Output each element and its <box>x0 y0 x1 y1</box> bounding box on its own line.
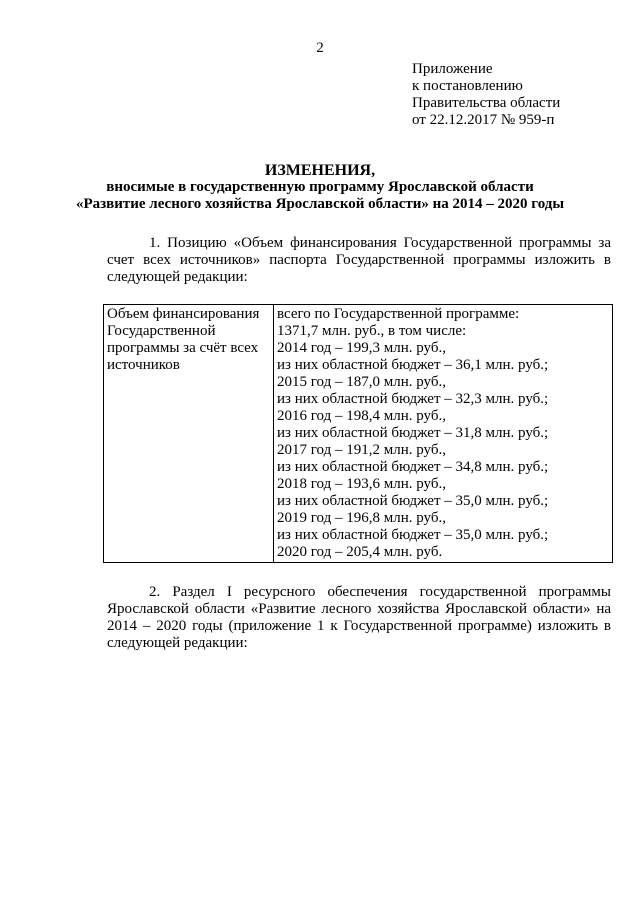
table-row <box>104 305 613 563</box>
paragraph-1: 1. Позицию «Объем финансирования Государственной программы за счет всех источников» паспорта Государственной программы изложить в следующей редакции: <box>107 235 611 285</box>
funding-line: 2016 год – 198,4 млн. руб., <box>277 408 446 424</box>
table-value-cell <box>274 305 613 563</box>
funding-line: из них областной бюджет – 35,0 млн. руб.; <box>277 527 549 543</box>
funding-line: из них областной бюджет – 34,8 млн. руб.; <box>277 459 549 475</box>
funding-line: 2014 год – 199,3 млн. руб., <box>277 340 446 356</box>
funding-line: 2018 год – 193,6 млн. руб., <box>277 476 446 492</box>
funding-line: всего по Государственной программе: <box>277 306 520 322</box>
funding-line: 1371,7 млн. руб., в том числе: <box>277 323 467 339</box>
heading-title: ИЗМЕНЕНИЯ, <box>264 162 376 179</box>
funding-line: 2017 год – 191,2 млн. руб., <box>277 442 446 458</box>
document-heading <box>0 162 640 213</box>
appendix-line: Приложение <box>412 61 493 77</box>
appendix-line: к постановлению <box>412 78 523 94</box>
heading-subtitle: «Развитие лесного хозяйства Ярославской области» на 2014 – 2020 годы <box>75 196 565 212</box>
funding-line: из них областной бюджет – 35,0 млн. руб.; <box>277 493 549 509</box>
funding-line: из них областной бюджет – 32,3 млн. руб.; <box>277 391 549 407</box>
funding-line: 2019 год – 196,8 млн. руб., <box>277 510 446 526</box>
table-label-cell: Объем финансирования Государственной программы за счёт всех источников <box>104 305 274 563</box>
page-number: 2 <box>316 40 324 56</box>
funding-line: 2015 год – 187,0 млн. руб., <box>277 374 446 390</box>
funding-table <box>103 304 613 563</box>
appendix-line: от 22.12.2017 № 959-п <box>412 112 555 128</box>
funding-line: 2020 год – 205,4 млн. руб. <box>277 544 443 560</box>
funding-line: из них областной бюджет – 36,1 млн. руб.; <box>277 357 549 373</box>
paragraph-2: 2. Раздел I ресурсного обеспечения государственной программы Ярославской области «Развитие лесного хозяйства Ярославской области» на 2014 – 2020 годы (приложение 1 к Государственной программе) изложить в следующей редакции: <box>107 584 611 651</box>
heading-subtitle: вносимые в государственную программу Ярославской области <box>106 179 534 195</box>
funding-line: из них областной бюджет – 31,8 млн. руб.; <box>277 425 549 441</box>
appendix-note <box>412 61 560 129</box>
appendix-line: Правительства области <box>412 95 561 111</box>
